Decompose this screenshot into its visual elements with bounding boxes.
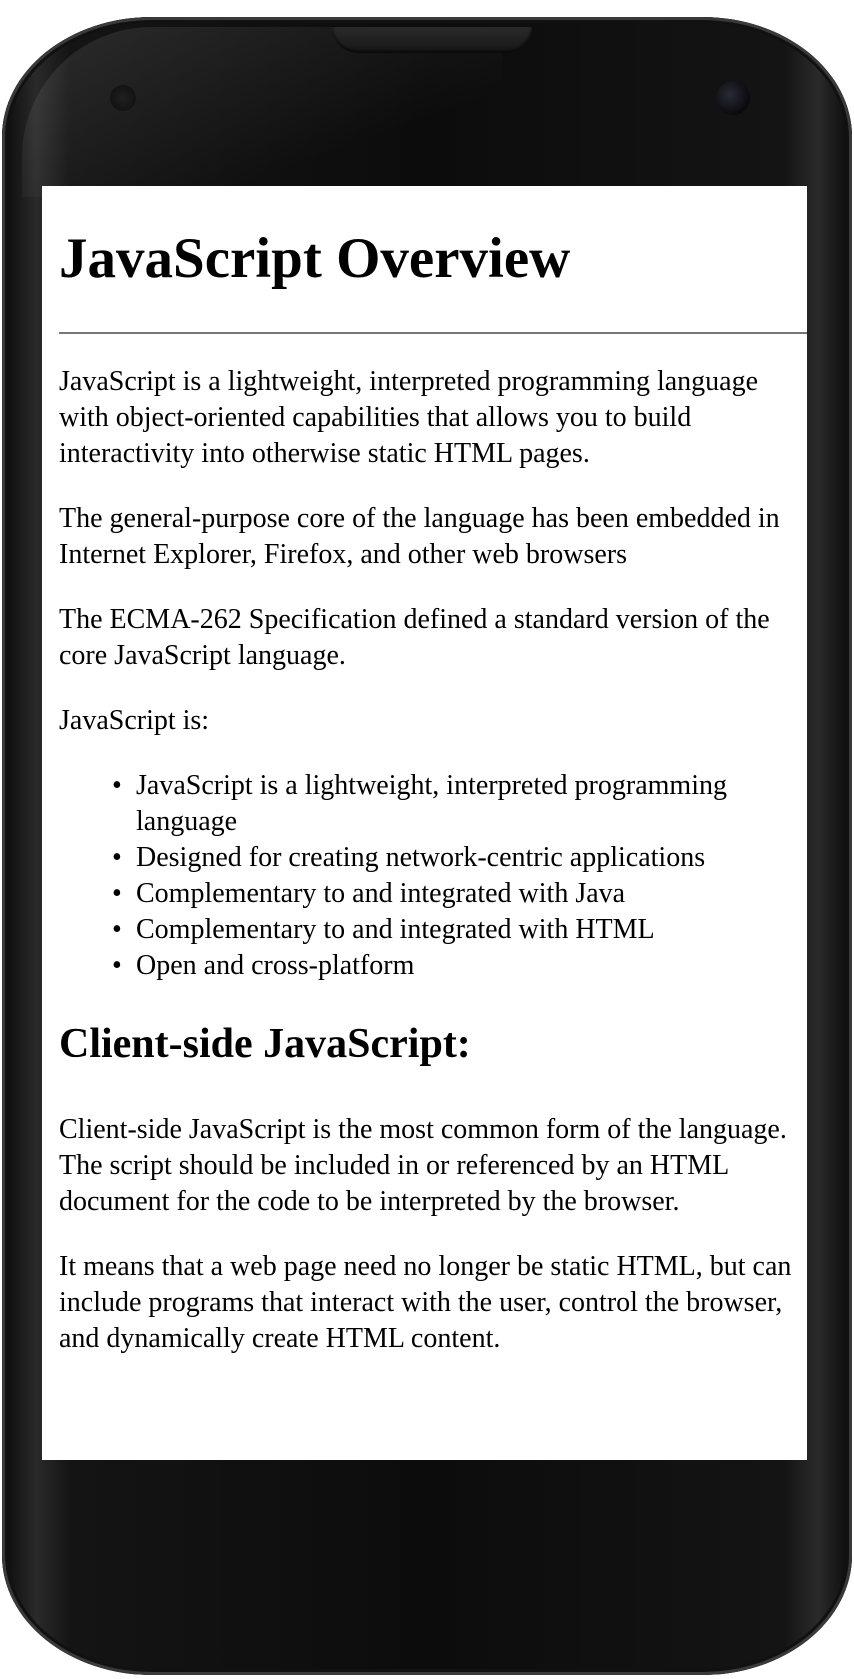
intro-paragraph-2: The general-purpose core of the language has been embedded in Internet Explorer, Firefox, and other web browsers xyxy=(59,503,780,570)
section-paragraph-2: It means that a web page need no longer be static HTML, but can include programs that interact with the user, control the browser, and dynamically create HTML content. xyxy=(59,1251,792,1354)
front-camera-icon xyxy=(716,81,750,115)
page-title: JavaScript Overview xyxy=(59,227,571,290)
list-item: • Complementary to and integrated with HTML xyxy=(136,912,796,948)
list-item: • Designed for creating network-centric applications xyxy=(136,840,796,876)
list-item: • Open and cross-platform xyxy=(136,948,796,984)
bullet-icon: • xyxy=(112,842,122,873)
proximity-sensor xyxy=(110,85,136,111)
phone-screen[interactable] xyxy=(42,186,807,1460)
list-item: • Complementary to and integrated with Java xyxy=(136,876,796,912)
bullet-icon: • xyxy=(112,770,122,801)
list-item: • JavaScript is a lightweight, interpreted programming language xyxy=(112,770,727,837)
feature-list xyxy=(59,768,807,984)
bullet-icon: • xyxy=(112,914,122,945)
earpiece-speaker xyxy=(332,27,532,53)
bullet-icon: • xyxy=(112,878,122,909)
section-paragraph-1: Client-side JavaScript is the most common form of the language. The script should be included in or referenced by an HTML document for the code to be interpreted by the browser. xyxy=(59,1114,787,1217)
intro-paragraph-3: The ECMA-262 Specification defined a standard version of the core JavaScript language. xyxy=(59,604,770,671)
intro-paragraph-1: JavaScript is a lightweight, interpreted programming language with object-oriented capabilities that allows you to build interactivity into otherwise static HTML pages. xyxy=(59,366,759,469)
section-heading: Client-side JavaScript: xyxy=(59,1021,471,1067)
article xyxy=(59,186,807,1357)
bullet-icon: • xyxy=(112,950,122,981)
intro-paragraph-4: JavaScript is: xyxy=(59,705,210,736)
title-divider xyxy=(59,332,807,334)
